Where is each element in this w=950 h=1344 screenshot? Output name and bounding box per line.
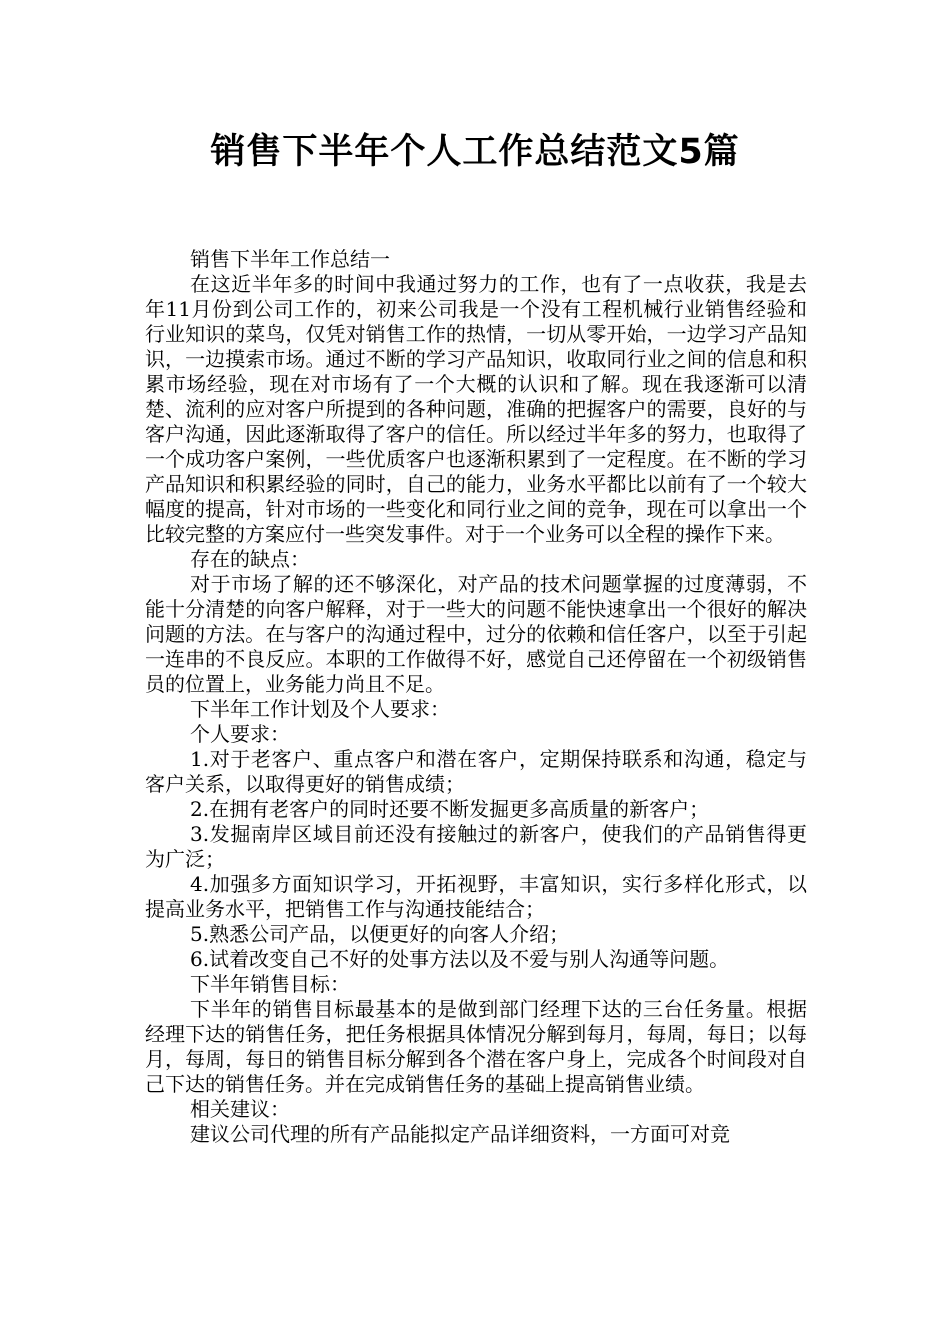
body-paragraph: 下半年的销售目标最基本的是做到部门经理下达的三台任务量。根据经理下达的销售任务，把任务根据具体情况分解到每月，每周，每日；以每月，每周，每日的销售目标分解到各个潜在客户身上，完成各个时间段对自己下达的销售任务。并在完成销售任务的基础上提高销售业绩。 [145,997,807,1096]
section-heading: 存在的缺点： [190,547,310,571]
document-body [145,247,807,1147]
list-item: 2.在拥有老客户的同时还要不断发掘更多高质量的新客户； [190,797,710,821]
body-paragraph: 在这近半年多的时间中我通过努力的工作，也有了一点收获，我是去年11月份到公司工作的，初来公司我是一个没有工程机械行业销售经验和行业知识的菜鸟，仅凭对销售工作的热情，一切从零开始，一边学习产品知识，一边摸索市场。通过不断的学习产品知识，收取同行业之间的信息和积累市场经验，现在对市场有了一个大概的认识和了解。现在我逐渐可以清楚、流利的应对客户所提到的各种问题，准确的把握客户的需要，良好的与客户沟通，因此逐渐取得了客户的信任。所以经过半年多的努力，也取得了一个成功客户案例，一些优质客户也逐渐积累到了一定程度。在不断的学习产品知识和积累经验的同时，自己的能力，业务水平都比以前有了一个较大幅度的提高，针对市场的一些变化和同行业之间的竞争，现在可以拿出一个比较完整的方案应付一些突发事件。对于一个业务可以全程的操作下来。 [145,272,807,546]
body-paragraph: 建议公司代理的所有产品能拟定产品详细资料，一方面可对竞 [190,1122,730,1146]
list-item: 3.发掘南岸区域目前还没有接触过的新客户，使我们的产品销售得更为广泛； [145,822,807,871]
list-item: 4.加强多方面知识学习，开拓视野，丰富知识，实行多样化形式，以提高业务水平，把销售工作与沟通技能结合； [145,872,807,921]
list-item: 6.试着改变自己不好的处事方法以及不爱与别人沟通等问题。 [190,947,730,971]
document-title: 销售下半年个人工作总结范文5篇 [210,132,740,172]
section-heading: 相关建议： [190,1097,290,1121]
section-heading: 个人要求： [190,722,290,746]
body-paragraph: 对于市场了解的还不够深化，对产品的技术问题掌握的过度薄弱，不能十分清楚的向客户解释，对于一些大的问题不能快速拿出一个很好的解决问题的方法。在与客户的沟通过程中，过分的依赖和信任客户，以至于引起一连串的不良反应。本职的工作做得不好，感觉自己还停留在一个初级销售员的位置上，业务能力尚且不足。 [145,572,807,696]
section-heading: 下半年工作计划及个人要求： [190,697,450,721]
section-heading: 下半年销售目标： [190,972,350,996]
list-item: 5.熟悉公司产品，以便更好的向客人介绍； [190,922,570,946]
section-heading: 销售下半年工作总结一 [190,247,390,271]
list-item: 1.对于老客户、重点客户和潜在客户，定期保持联系和沟通，稳定与客户关系，以取得更好的销售成绩； [145,747,807,796]
